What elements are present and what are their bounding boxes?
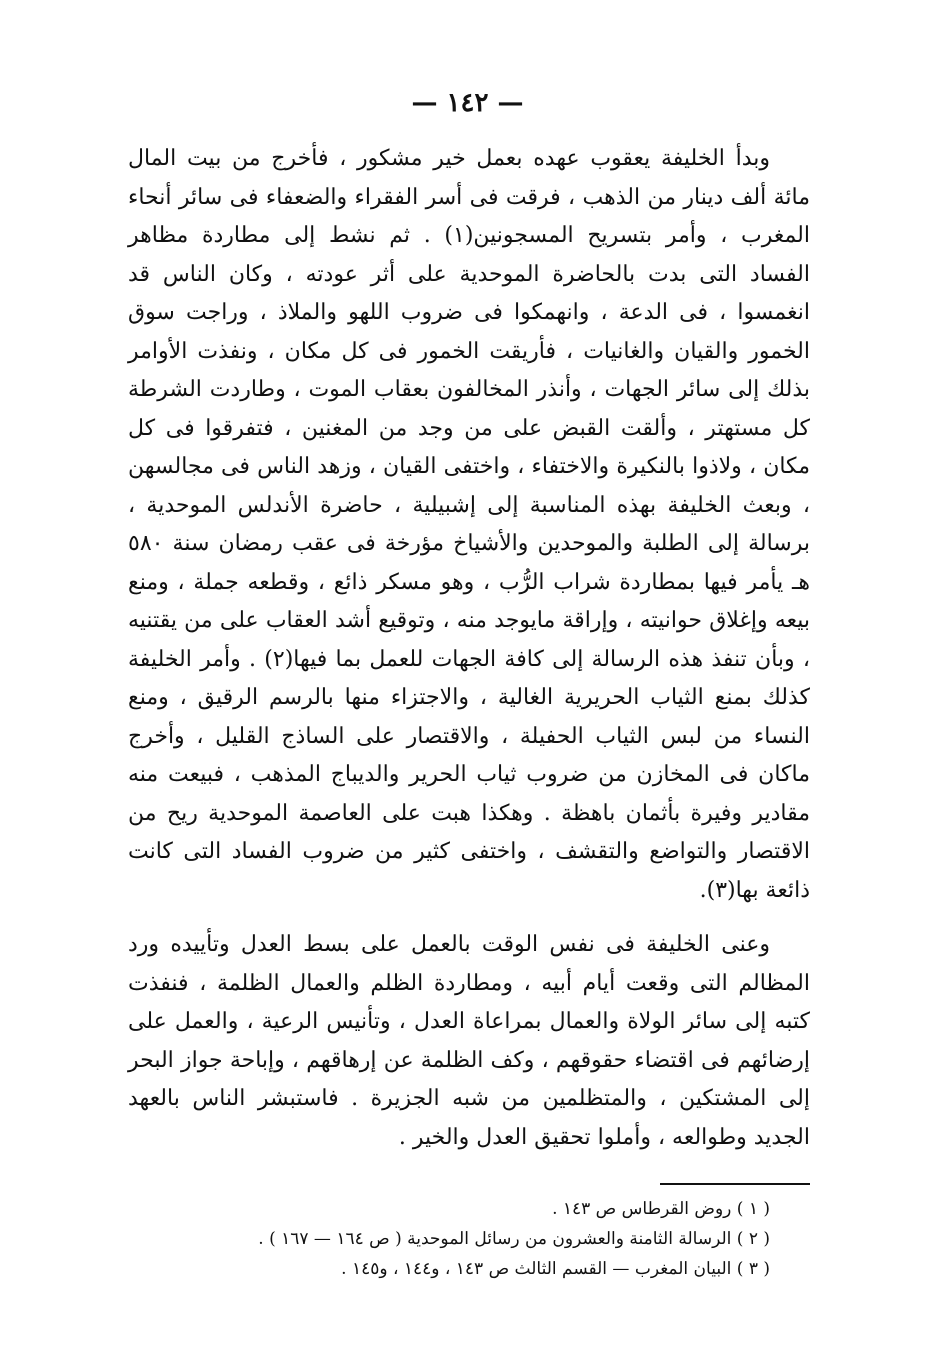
footnote-1: ( ١ ) روض القرطاس ص ١٤٣ . <box>552 1199 770 1219</box>
footnote-2: ( ٢ ) الرسالة الثامنة والعشرون من رسائل الموحدية ( ص ١٦٤ — ١٦٧ ) . <box>258 1229 770 1249</box>
page-number: — ١٤٢ — <box>411 88 524 118</box>
footnotes <box>200 1194 770 1284</box>
footnote-3: ( ٣ ) البيان المغرب — القسم الثالث ص ١٤٣ ، و١٤٤ ، و١٤٥ . <box>341 1259 770 1279</box>
paragraph-1: وبدأ الخليفة يعقوب عهده بعمل خير مشكور ، فأخرج من بيت المال مائة ألف دينار من الذهب ، فرقت فى أسر الفقراء والضعفاء فى سائر أنحاء المغرب ، وأمر بتسريح المسجونين(١) . ثم نشط إلى مطاردة مظاهر الفساد التى بدت بالحاضرة الموحدية على أثر عودته ، وكان الناس قد انغمسوا ، فى الدعة ، وانهمكوا فى ضروب اللهو والملاذ ، وراجت سوق الخمور والقيان والغانيات ، فأريقت الخمور فى كل مكان ، ونفذت الأوامر بذلك إلى سائر الجهات ، وأنذر المخالفون بعقاب الموت ، وطاردت الشرطة كل مستهتر ، وألقت القبض على من وجد من المغنين ، فتفرقوا فى كل مكان ، ولاذوا بالنكيرة والاختفاء ، واختفى القيان ، وزهد الناس فى مجالسهن ، وبعث الخليفة بهذه المناسبة إلى إشبيلية ، حاضرة الأندلس الموحدية ، برسالة إلى الطلبة والموحدين والأشياخ مؤرخة فى عقب رمضان سنة ٥٨٠ هـ يأمر فيها بمطاردة شراب الرُّب ، وهو مسكر ذائع ، وقطعه جملة ، ومنع بيعه وإغلاق حوانيته ، وإراقة مايوجد منه ، وتوقيع أشد العقاب على من يقتنيه ، وبأن تنفذ هذه الرسالة إلى كافة الجهات للعمل بما فيها(٢) . وأمر الخليفة كذلك بمنع الثياب الحريرية الغالية ، والاجتزاء منها بالرسم الرقيق ، ومنع النساء من لبس الثياب الحفيلة ، والاقتصار على الساذج القليل ، وأخرج ماكان فى المخازن من ضروب ثياب الحرير والديباج المذهب ، فبيعت منه مقادير وفيرة بأثمان باهظة . وهكذا هبت على العاصمة الموحدية ريح من الاقتصار والتواضع والتقشف ، واختفى كثير من ضروب الفساد التى كانت ذائعة بها(٣). <box>128 146 811 903</box>
paragraph-2: وعنى الخليفة فى نفس الوقت بالعمل على بسط العدل وتأييده ورد المظالم التى وقعت أيام أبيه ، ومطاردة الظلم والعمال الظلمة ، فنفذت كتبه إلى سائر الولاة والعمال بمراعاة العدل ، وتأنيس الرعية ، والعمل على إرضائهم فى اقتضاء حقوقهم ، وكف الظلمة عن إرهاقهم ، وإباحة جواز البحر إلى المشتكين ، والمتظلمين من شبه الجزيرة . فاستبشر الناس بالعهد الجديد وطوالعه ، وأملوا تحقيق العدل والخير . <box>128 932 810 1150</box>
footnote-divider <box>660 1183 810 1185</box>
body-text <box>128 140 810 1157</box>
